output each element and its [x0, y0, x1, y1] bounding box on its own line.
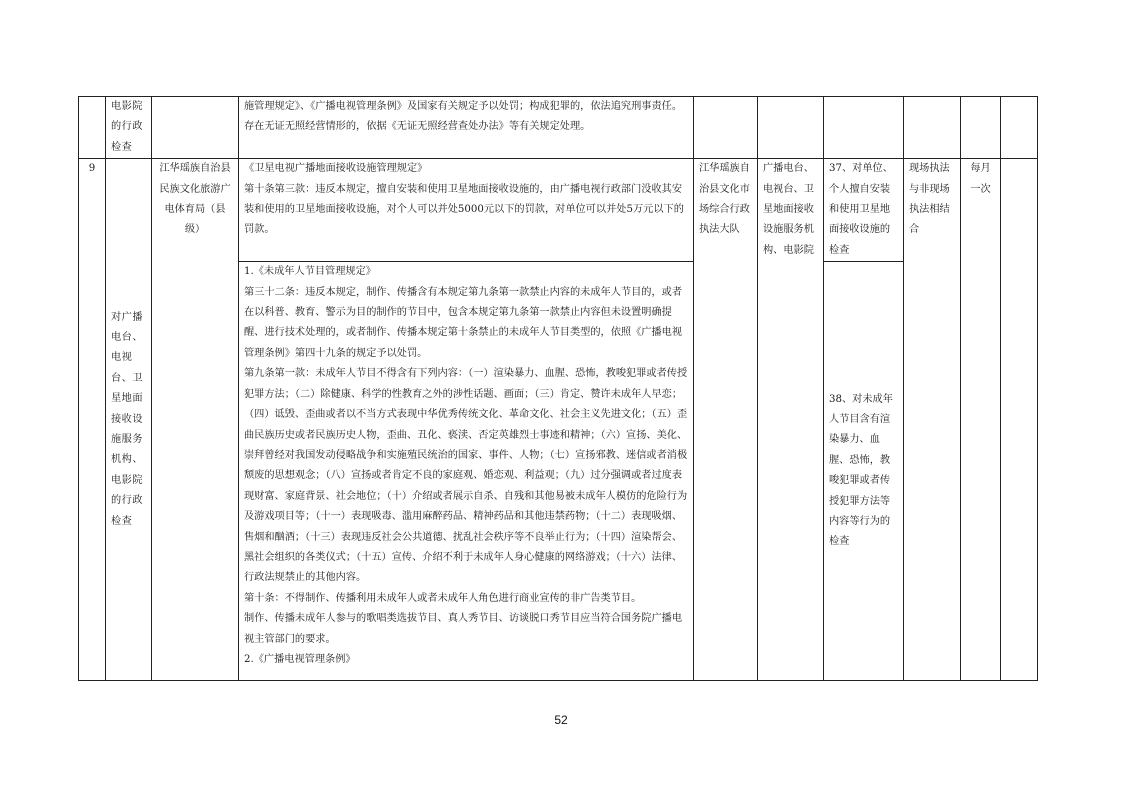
legal-basis-cell [239, 97, 694, 159]
legal-basis-cell [239, 159, 694, 262]
frequency-cell [961, 97, 1001, 159]
frequency-cell: 每月一次 [961, 159, 1001, 681]
implementer-cell [694, 97, 758, 159]
object-cell [758, 97, 824, 159]
content-cell [824, 97, 904, 159]
remarks-cell [1001, 159, 1038, 681]
method-cell [904, 97, 961, 159]
row-number-cell [79, 97, 106, 159]
department-cell [152, 97, 239, 159]
table-row-9 [79, 159, 1038, 262]
item-name-cell: 对广播电台、电视台、卫星地面接收设施服务机构、电影院的行政检查 [106, 159, 152, 681]
basis-paragraph: 第三十二条：违反本规定，制作、传播含有本规定第九条第一款禁止内容的未成年人节目的，或者在以科普、教育、警示为目的制作的节目中，包含本规定第九条第一款禁止内容但未设置明确提醒、进行技术处理的，或者制作、传播本规定第十条禁止的未成年人节目类型的，依照《广播电视管理条例》第四十九条的规定予以处罚。 [244, 286, 683, 359]
table-row-continued [79, 97, 1038, 159]
basis-paragraph: 施管理规定》、《广播电视管理条例》及国家有关规定予以处罚；构成犯罪的，依法追究刑事责任。 [244, 101, 683, 112]
content-cell: 38、对未成年人节目含有渲染暴力、血腥、恐怖，教唆犯罪或者传授犯罪方法等内容等行为的检查 [824, 262, 904, 681]
method-cell: 现场执法与非现场执法相结合 [904, 159, 961, 681]
basis-paragraph: 制作、传播未成年人参与的歌唱类选拔节目、真人秀节目、访谈脱口秀节目应当符合国务院广播电视主管部门的要求。 [244, 613, 683, 645]
item-name-cell: 电影院的行政检查 [106, 97, 152, 159]
object-cell: 广播电台、电视台、卫星地面接收设施服务机构、电影院 [758, 159, 824, 681]
basis-paragraph: 第九条第一款：未成年人节目不得含有下列内容：（一）渲染暴力、血腥、恐怖，教唆犯罪或者传授犯罪方法；（二）除健康、科学的性教育之外的涉性话题、画面；（三）肯定、赞许未成年人早恋；（四）诋毁、歪曲或者以不当方式表现中华优秀传统文化、革命文化、社会主义先进文化；（五）歪曲民族历史或者民族历史人物，歪曲、丑化、亵渎、否定英雄烈士事迹和精神；（六）宣扬、美化、崇拜曾经对我国发动侵略战争和实施殖民统治的国家、事件、人物；（七）宣扬邪教、迷信或者消极颓废的思想观念；（八）宣扬或者肯定不良的家庭观、婚恋观、利益观；（九）过分强调或者过度表现财富、家庭背景、社会地位；（十）介绍或者展示自杀、自残和其他易被未成年人模仿的危险行为及游戏项目等；（十一）表现吸毒、滥用麻醉药品、精神药品和其他违禁药物；（十二）表现吸烟、售烟和酗酒；（十三）表现违反社会公共道德、扰乱社会秩序等不良举止行为；（十四）渲染帮会、黑社会组织的各类仪式；（十五）宣传、介绍不利于未成年人身心健康的网络游戏；（十六）法律、行政法规禁止的其他内容。 [244, 368, 688, 584]
basis-paragraph: 存在无证无照经营情形的，依据《无证无照经营查处办法》等有关规定处理。 [244, 121, 591, 133]
inspection-table [78, 96, 1038, 681]
remarks-cell [1001, 97, 1038, 159]
basis-paragraph: 1.《未成年人节目管理规定》 [244, 266, 376, 278]
basis-paragraph: 第十条第三款：违反本规定，擅自安装和使用卫星地面接收设施的，由广播电视行政部门没收其安装和使用的卫星地面接收设施，对个人可以并处5000元以下的罚款，对单位可以并处5万元以下的罚款。 [244, 183, 684, 236]
legal-basis-cell [239, 262, 694, 681]
implementer-cell: 江华瑶族自治县文化市场综合行政执法大队 [694, 159, 758, 681]
row-number-cell: 9 [79, 159, 106, 681]
department-cell: 江华瑶族自治县民族文化旅游广电体育局（县级） [152, 159, 239, 681]
basis-paragraph: 2.《广播电视管理条例》 [244, 653, 356, 665]
page-number: 52 [554, 713, 568, 727]
basis-paragraph: 第十条：不得制作、传播利用未成年人或者未成年人角色进行商业宣传的非广告类节目。 [244, 592, 642, 604]
basis-paragraph: 《卫星电视广播地面接收设施管理规定》 [244, 163, 428, 175]
content-cell: 37、对单位、个人擅自安装和使用卫星地面接收设施的检查 [824, 159, 904, 262]
